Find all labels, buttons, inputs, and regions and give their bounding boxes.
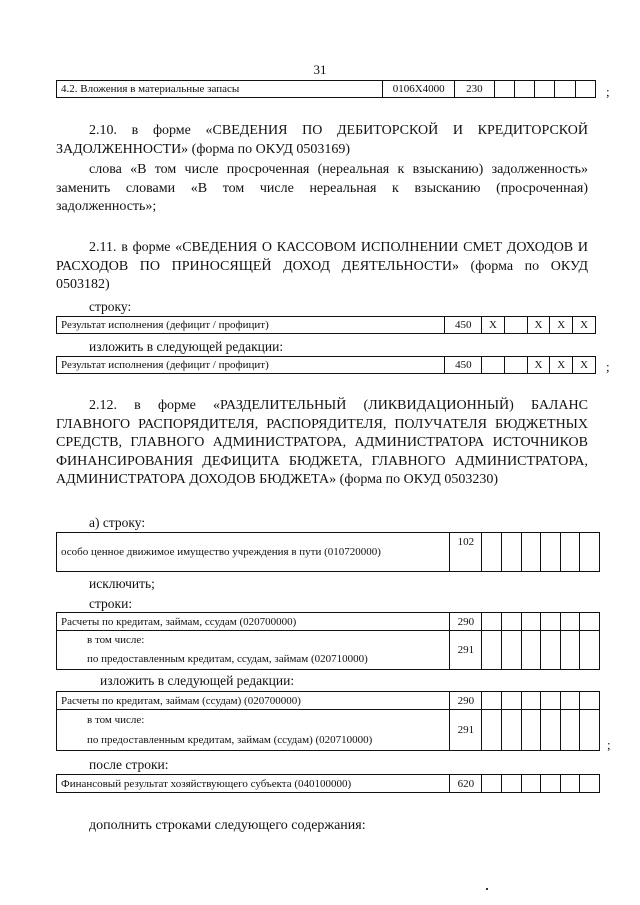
row-label: строку: bbox=[89, 299, 132, 314]
table-valuable-property bbox=[56, 532, 600, 572]
page-number: 31 bbox=[313, 62, 327, 77]
paragraph-2-12 bbox=[56, 397, 588, 490]
empty-cell bbox=[560, 631, 580, 670]
paragraph-number: 2.10. bbox=[89, 123, 117, 138]
empty-cell bbox=[501, 710, 521, 751]
empty-cell bbox=[501, 775, 521, 793]
cell-x: X bbox=[550, 317, 573, 334]
table-row bbox=[57, 613, 600, 631]
row-code: 450 bbox=[445, 317, 482, 334]
empty-cell bbox=[560, 710, 580, 751]
table-row bbox=[57, 692, 600, 710]
paragraph-text: в форме «СВЕДЕНИЯ О КАССОВОМ ИСПОЛНЕНИИ СМЕТ ДОХОДОВ И РАСХОДОВ ПО ПРИНОСЯЩЕЙ ДОХОД ДЕЯТЕЛЬНОСТИ» (форма по ОКУД 0503182) bbox=[56, 240, 589, 292]
row-name: 4.2. Вложения в материальные запасы bbox=[57, 81, 383, 98]
exclude-label: исключить; bbox=[89, 576, 155, 591]
table-row bbox=[57, 775, 600, 793]
empty-cell bbox=[535, 81, 555, 98]
redaction-label: изложить в следующей редакции: bbox=[100, 673, 295, 688]
paragraph-number: 2.11. bbox=[89, 240, 117, 255]
empty-cell bbox=[580, 710, 600, 751]
paragraph-text: в форме «СВЕДЕНИЯ ПО ДЕБИТОРСКОЙ И КРЕДИТОРСКОЙ ЗАДОЛЖЕННОСТИ» (форма по ОКУД 0503169) bbox=[56, 123, 588, 157]
table-loans-new bbox=[56, 691, 600, 751]
empty-cell bbox=[482, 533, 502, 572]
table-investments bbox=[56, 80, 596, 98]
rows-label: строки: bbox=[89, 596, 133, 611]
table-result-old bbox=[56, 316, 596, 334]
row-code: 291 bbox=[450, 631, 482, 670]
empty-cell bbox=[541, 692, 561, 710]
empty-cell bbox=[482, 710, 502, 751]
empty-cell bbox=[494, 81, 514, 98]
cell-x: X bbox=[527, 317, 550, 334]
empty-cell bbox=[482, 613, 502, 631]
empty-cell bbox=[580, 692, 600, 710]
empty-cell bbox=[501, 533, 521, 572]
empty-cell bbox=[580, 613, 600, 631]
empty-cell bbox=[541, 631, 561, 670]
row-name-multiline bbox=[57, 710, 450, 751]
empty-cell bbox=[541, 710, 561, 751]
empty-cell bbox=[501, 631, 521, 670]
paragraph-2-10-replace: слова «В том числе просроченная (нереальная к взысканию) задолженность» заменить словами «В том числе нереальная к взысканию (просроченная) задолженность»; bbox=[56, 162, 588, 214]
row-code: 291 bbox=[450, 710, 482, 751]
table-loans-old bbox=[56, 612, 600, 670]
row-detail: по предоставленным кредитам, займам (ссудам) (020710000) bbox=[87, 734, 373, 746]
table-row bbox=[57, 81, 596, 98]
row-name: Расчеты по кредитам, займам (ссудам) (020700000) bbox=[57, 692, 450, 710]
row-code: 0106Х4000 bbox=[383, 81, 455, 98]
row-label-a: а) строку: bbox=[89, 515, 146, 530]
empty-cell bbox=[521, 692, 541, 710]
row-line: 230 bbox=[455, 81, 495, 98]
empty-cell bbox=[501, 613, 521, 631]
empty-cell bbox=[580, 631, 600, 670]
row-name: Результат исполнения (дефицит / профицит) bbox=[57, 317, 445, 334]
row-code: 620 bbox=[450, 775, 482, 793]
row-name: Финансовый результат хозяйствующего субъекта (040100000) bbox=[57, 775, 450, 793]
semicolon: ; bbox=[607, 737, 611, 752]
row-name-multiline bbox=[57, 631, 450, 670]
empty-cell bbox=[541, 775, 561, 793]
cell-x: X bbox=[482, 317, 505, 334]
empty-cell bbox=[504, 357, 527, 374]
row-code: 450 bbox=[445, 357, 482, 374]
empty-cell bbox=[504, 317, 527, 334]
cell-x: X bbox=[550, 357, 573, 374]
row-code: 290 bbox=[450, 692, 482, 710]
semicolon: ; bbox=[606, 84, 610, 99]
cell-x: X bbox=[573, 357, 596, 374]
empty-cell bbox=[514, 81, 534, 98]
semicolon: ; bbox=[606, 359, 610, 374]
empty-cell bbox=[560, 692, 580, 710]
empty-cell bbox=[482, 357, 505, 374]
table-financial-result bbox=[56, 774, 600, 793]
empty-cell bbox=[521, 710, 541, 751]
cell-x: X bbox=[527, 357, 550, 374]
empty-cell bbox=[521, 533, 541, 572]
empty-cell bbox=[541, 613, 561, 631]
empty-cell bbox=[560, 533, 580, 572]
redaction-label: изложить в следующей редакции: bbox=[89, 339, 284, 354]
table-result-new bbox=[56, 356, 596, 374]
empty-cell bbox=[482, 692, 502, 710]
row-code: 290 bbox=[450, 613, 482, 631]
table-row bbox=[57, 631, 600, 670]
empty-cell bbox=[560, 775, 580, 793]
table-row bbox=[57, 317, 596, 334]
paragraph-text: в форме «РАЗДЕЛИТЕЛЬНЫЙ (ЛИКВИДАЦИОННЫЙ) БАЛАНС ГЛАВНОГО РАСПОРЯДИТЕЛЯ, РАСПОРЯДИТЕЛЯ, ПОЛУЧАТЕЛЯ БЮДЖЕТНЫХ СРЕДСТВ, ГЛАВНОГО АДМИНИСТРАТОРА, АДМИНИСТРАТОРА ИСТОЧНИКОВ ФИНАНСИРОВАНИЯ ДЕФИЦИТА БЮДЖЕТА, ГЛАВНОГО АДМИНИСТРАТОРА, АДМИНИСТРАТОРА ДОХОДОВ БЮДЖЕТА» (форма по ОКУД 0503230) bbox=[56, 398, 588, 487]
empty-cell bbox=[521, 631, 541, 670]
row-subheader: в том числе: bbox=[87, 714, 145, 726]
empty-cell bbox=[580, 775, 600, 793]
row-detail: по предоставленным кредитам, ссудам, займам (020710000) bbox=[87, 653, 368, 665]
cell-x: X bbox=[573, 317, 596, 334]
empty-cell bbox=[482, 775, 502, 793]
empty-cell bbox=[501, 692, 521, 710]
scan-speck bbox=[486, 888, 488, 890]
empty-cell bbox=[521, 613, 541, 631]
row-subheader: в том числе: bbox=[87, 634, 145, 646]
table-row bbox=[57, 533, 600, 572]
add-rows-label: дополнить строками следующего содержания: bbox=[89, 818, 366, 833]
paragraph-2-11 bbox=[56, 239, 588, 295]
empty-cell bbox=[580, 533, 600, 572]
after-label: после строки: bbox=[89, 757, 169, 772]
row-name: особо ценное движимое имущество учреждения в пути (010720000) bbox=[57, 533, 450, 572]
row-name: Результат исполнения (дефицит / профицит) bbox=[57, 357, 445, 374]
paragraph-2-10 bbox=[56, 122, 588, 159]
paragraph-number: 2.12. bbox=[89, 398, 117, 413]
table-row bbox=[57, 357, 596, 374]
row-name: Расчеты по кредитам, займам, ссудам (020700000) bbox=[57, 613, 450, 631]
row-code: 102 bbox=[450, 533, 482, 572]
empty-cell bbox=[521, 775, 541, 793]
empty-cell bbox=[560, 613, 580, 631]
empty-cell bbox=[575, 81, 595, 98]
empty-cell bbox=[541, 533, 561, 572]
empty-cell bbox=[482, 631, 502, 670]
table-row bbox=[57, 710, 600, 751]
empty-cell bbox=[555, 81, 575, 98]
